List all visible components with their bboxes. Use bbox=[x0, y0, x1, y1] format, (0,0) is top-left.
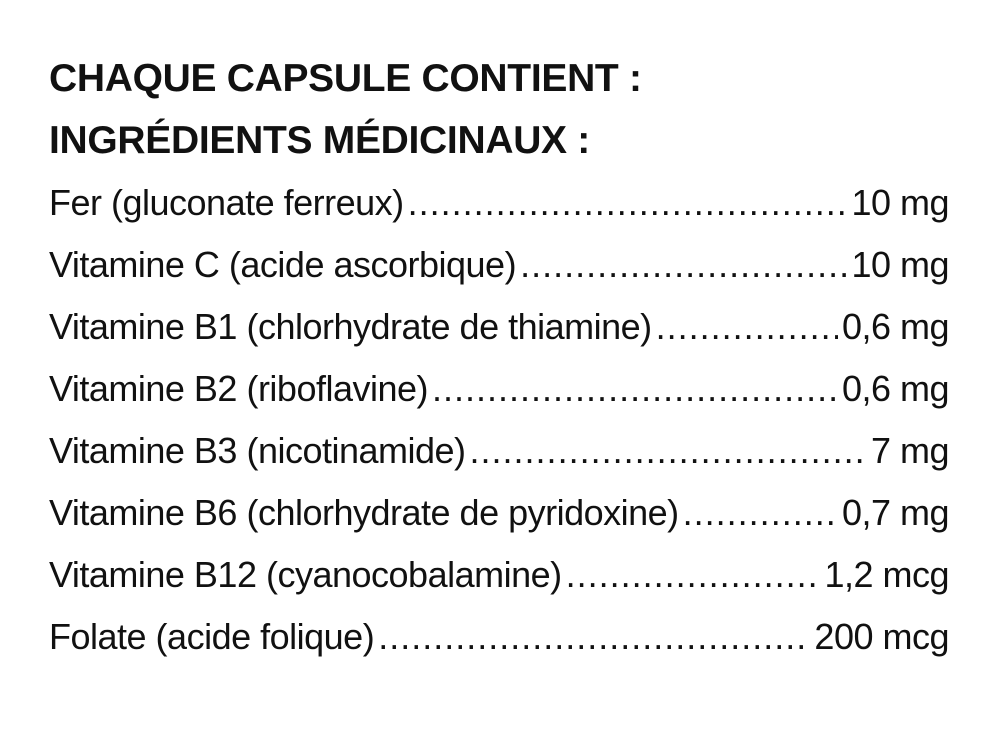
ingredient-row-folate bbox=[49, 606, 949, 668]
ingredient-name: Vitamine B12 (cyanocobalamine) bbox=[49, 554, 562, 595]
ingredient-amount: 0,6 mg bbox=[841, 306, 949, 347]
dot-leader bbox=[378, 606, 810, 668]
ingredient-amount: 10 mg bbox=[851, 182, 949, 223]
ingredient-row-vitamin-c bbox=[49, 234, 949, 296]
ingredient-amount: 0,6 mg bbox=[841, 368, 949, 409]
dot-leader bbox=[520, 234, 847, 296]
medicinal-ingredients-heading: INGRÉDIENTS MÉDICINAUX : bbox=[49, 119, 590, 162]
ingredient-amount: 7 mg bbox=[870, 430, 949, 471]
ingredient-row-vitamin-b3 bbox=[49, 420, 949, 482]
ingredient-row-vitamin-b12 bbox=[49, 544, 949, 606]
ingredient-row-vitamin-b1 bbox=[49, 296, 949, 358]
ingredient-amount: 200 mcg bbox=[814, 616, 949, 657]
ingredient-name: Vitamine C (acide ascorbique) bbox=[49, 244, 517, 285]
ingredient-name: Vitamine B6 (chlorhydrate de pyridoxine) bbox=[49, 492, 679, 533]
ingredient-name: Fer (gluconate ferreux) bbox=[49, 182, 404, 223]
ingredient-name: Folate (acide folique) bbox=[49, 616, 375, 657]
ingredient-name: Vitamine B2 (riboflavine) bbox=[49, 368, 429, 409]
ingredient-amount: 1,2 mcg bbox=[824, 554, 949, 595]
ingredient-row-vitamin-b6 bbox=[49, 482, 949, 544]
ingredient-name: Vitamine B3 (nicotinamide) bbox=[49, 430, 466, 471]
ingredient-label bbox=[49, 48, 949, 668]
capsule-contents-heading: CHAQUE CAPSULE CONTIENT : bbox=[49, 57, 642, 100]
ingredient-amount: 0,7 mg bbox=[841, 492, 949, 533]
ingredient-amount: 10 mg bbox=[851, 244, 949, 285]
ingredient-row-iron bbox=[49, 172, 949, 234]
ingredient-row-vitamin-b2 bbox=[49, 358, 949, 420]
dot-leader bbox=[408, 172, 848, 234]
dot-leader bbox=[566, 544, 821, 606]
dot-leader bbox=[432, 358, 838, 420]
dot-leader bbox=[683, 482, 838, 544]
dot-leader bbox=[470, 420, 867, 482]
ingredient-name: Vitamine B1 (chlorhydrate de thiamine) bbox=[49, 306, 652, 347]
dot-leader bbox=[656, 296, 838, 358]
